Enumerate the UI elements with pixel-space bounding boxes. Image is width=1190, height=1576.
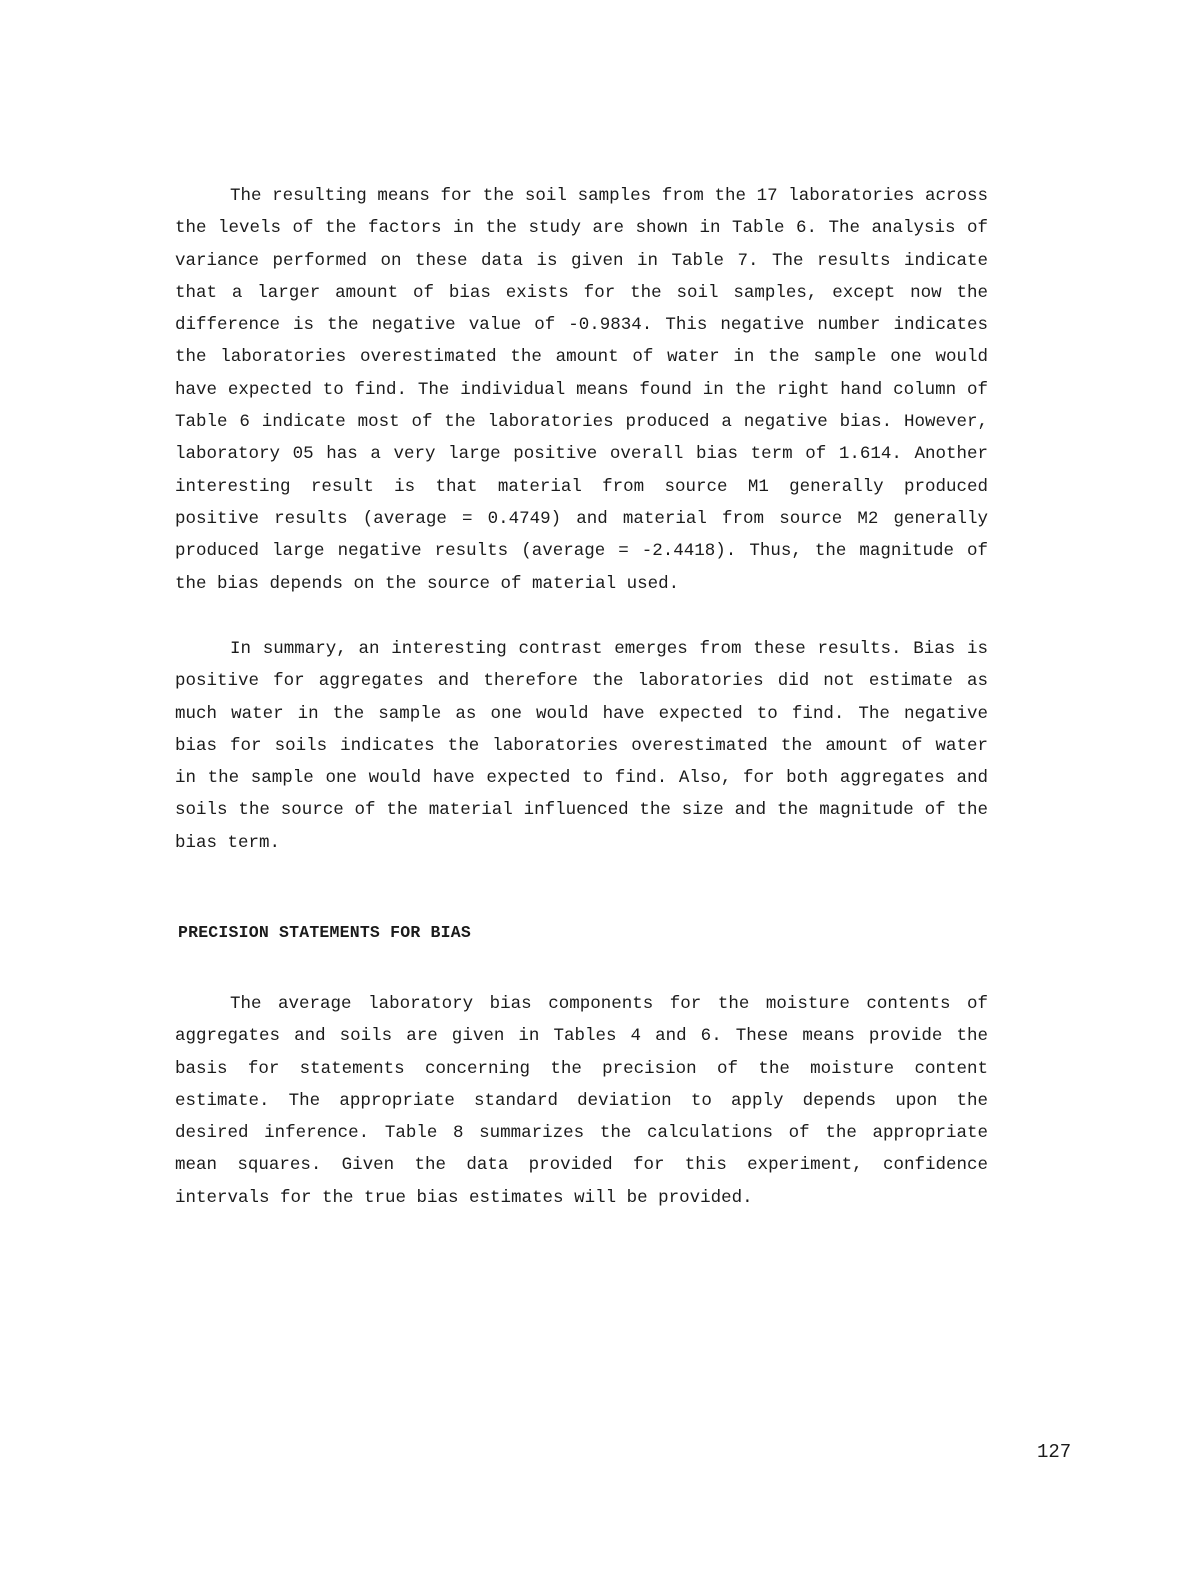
page-number: 127	[1037, 1441, 1072, 1463]
paragraph-soil-means	[175, 180, 988, 600]
paragraph-summary	[175, 633, 988, 859]
section-heading: PRECISION STATEMENTS FOR BIAS	[178, 923, 471, 942]
paragraph-text: The average laboratory bias components for the moisture contents of aggregates and soils are given in Tables 4 and 6. These means provide the basis for statements concerning the precision of the moisture content estimate. The appropriate standard deviation to apply depends upon the desired inference. Table 8 summarizes the calculations of the appropriate mean squares. Given the data provided for this experiment, confidence intervals for the true bias estimates will be provided.	[175, 994, 988, 1208]
paragraph-text: In summary, an interesting contrast emerges from these results. Bias is positive for aggregates and therefore the laboratories did not estimate as much water in the sample as one would have expected to find. The negative bias for soils indicates the laboratories overestimated the amount of water in the sample one would have expected to find. Also, for both aggregates and soils the source of the material influenced the size and the magnitude of the bias term.	[175, 639, 988, 853]
paragraph-precision	[175, 988, 988, 1214]
paragraph-text: The resulting means for the soil samples from the 17 laboratories across the levels of the factors in the study are shown in Table 6. The analysis of variance performed on these data is given in Table 7. The results indicate that a larger amount of bias exists for the soil samples, except now the difference is the negative value of -0.9834. This negative number indicates the laboratories overestimated the amount of water in the sample one would have expected to find. The individual means found in the right hand column of Table 6 indicate most of the laboratories produced a negative bias. However, laboratory 05 has a very large positive overall bias term of 1.614. Another interesting result is that material from source M1 generally produced positive results (average = 0.4749) and material from source M2 generally produced large negative results (average = -2.4418). Thus, the magnitude of the bias depends on the source of material used.	[175, 186, 988, 594]
